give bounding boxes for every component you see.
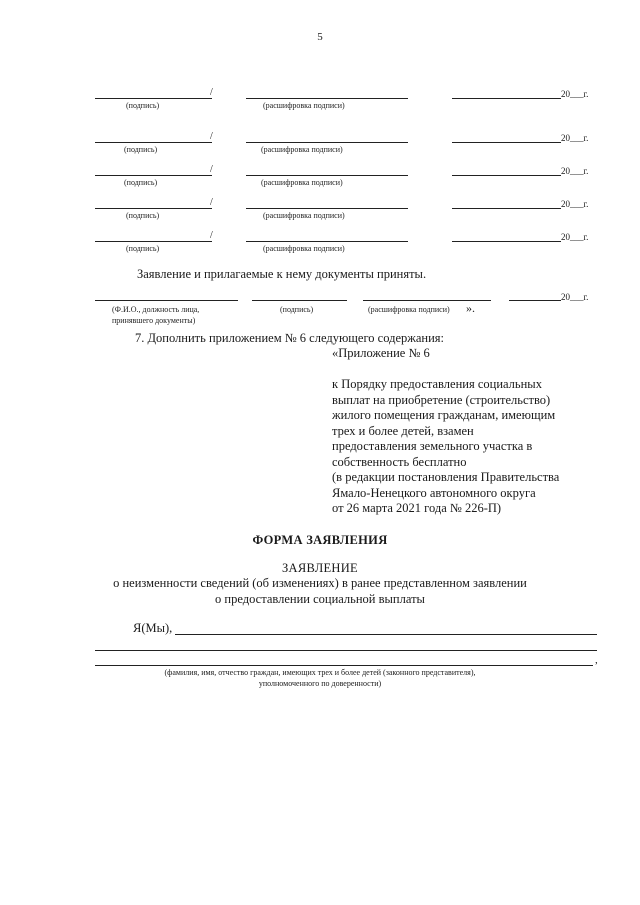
slash-mark: /: [210, 131, 213, 142]
year-label: 20___г.: [561, 199, 589, 209]
signature-line: [95, 241, 212, 242]
appendix-block: [332, 377, 559, 517]
applicant-label: Я(Мы),: [133, 621, 173, 635]
appendix-line: предоставления земельного участка в: [332, 439, 533, 453]
date-line: [452, 175, 561, 176]
appendix-line: Ямало-Ненецкого автономного округа: [332, 485, 536, 500]
statement-subtitle-2: о предоставлении социальной выплаты: [215, 592, 425, 606]
appendix-line: (в редакции постановления Правительства: [332, 470, 560, 484]
decode-line: [246, 142, 408, 143]
slash-mark: /: [210, 197, 213, 208]
applicant-comma: ,: [595, 654, 598, 666]
signature-caption: (подпись): [280, 305, 314, 314]
decode-caption: (расшифровка подписи): [261, 145, 343, 154]
applicant-caption-2: уполномоченного по доверенности): [258, 679, 382, 688]
fio-caption-2: принявшего документы): [112, 316, 196, 325]
decode-caption: (расшифровка подписи): [368, 305, 450, 314]
decode-caption: (расшифровка подписи): [263, 101, 345, 110]
date-line: [452, 241, 561, 242]
appendix-line: собственность бесплатно: [332, 454, 467, 469]
slash-mark: /: [210, 164, 213, 175]
applicant-name-line-2: [95, 650, 597, 651]
decode-caption: (расшифровка подписи): [263, 211, 345, 220]
year-label: 20___г.: [561, 89, 589, 99]
signature-line: [95, 98, 212, 99]
appendix-line: выплат на приобретение (строительство): [332, 392, 551, 407]
signature-caption: (подпись): [126, 211, 160, 220]
applicant-caption: (фамилия, имя, отчество граждан, имеющих трех и более детей (законного представителя),: [164, 668, 476, 677]
date-line: [452, 208, 561, 209]
closing-quote: ».: [466, 301, 475, 315]
signature-line: [95, 142, 212, 143]
signature-line: [95, 175, 212, 176]
applicant-name-line-3: [95, 665, 593, 666]
appendix-line: к Порядку предоставления социальных: [332, 377, 542, 391]
statement-heading: ЗАЯВЛЕНИЕ: [282, 561, 358, 575]
year-label: 20___г.: [561, 292, 589, 302]
signature-caption: (подпись): [126, 244, 160, 253]
slash-mark: /: [210, 230, 213, 241]
date-line: [452, 142, 561, 143]
appendix-line: от 26 марта 2021 года № 226-П): [332, 501, 502, 515]
applicant-name-line: [175, 634, 597, 635]
year-label: 20___г.: [561, 133, 589, 143]
decode-line: [246, 175, 408, 176]
signature-caption: (подпись): [124, 178, 158, 187]
page-number: 5: [317, 31, 323, 43]
signature-caption: (подпись): [126, 101, 160, 110]
year-label: 20___г.: [561, 166, 589, 176]
fio-caption: (Ф.И.О., должность лица,: [112, 305, 200, 314]
signature-line: [95, 208, 212, 209]
decode-line: [246, 208, 408, 209]
appendix-title: «Приложение № 6: [332, 346, 430, 360]
decode-line: [246, 98, 408, 99]
appendix-line: жилого помещения гражданам, имеющим: [332, 408, 556, 422]
item-7-text: 7. Дополнить приложением № 6 следующего содержания:: [135, 331, 445, 345]
decode-caption: (расшифровка подписи): [261, 178, 343, 187]
decode-line: [246, 241, 408, 242]
date-line: [509, 300, 561, 301]
signature-line: [252, 300, 347, 301]
decode-caption: (расшифровка подписи): [263, 244, 345, 253]
signature-caption: (подпись): [124, 145, 158, 154]
statement-subtitle: о неизменности сведений (об изменениях) в ранее представленном заявлении: [113, 576, 527, 590]
year-label: 20___г.: [561, 232, 589, 242]
accepted-text: Заявление и прилагаемые к нему документы приняты.: [137, 267, 427, 281]
fio-line: [95, 300, 238, 301]
slash-mark: /: [210, 87, 213, 98]
form-title: ФОРМА ЗАЯВЛЕНИЯ: [252, 533, 388, 547]
date-line: [452, 98, 561, 99]
appendix-line: трех и более детей, взамен: [332, 423, 474, 438]
